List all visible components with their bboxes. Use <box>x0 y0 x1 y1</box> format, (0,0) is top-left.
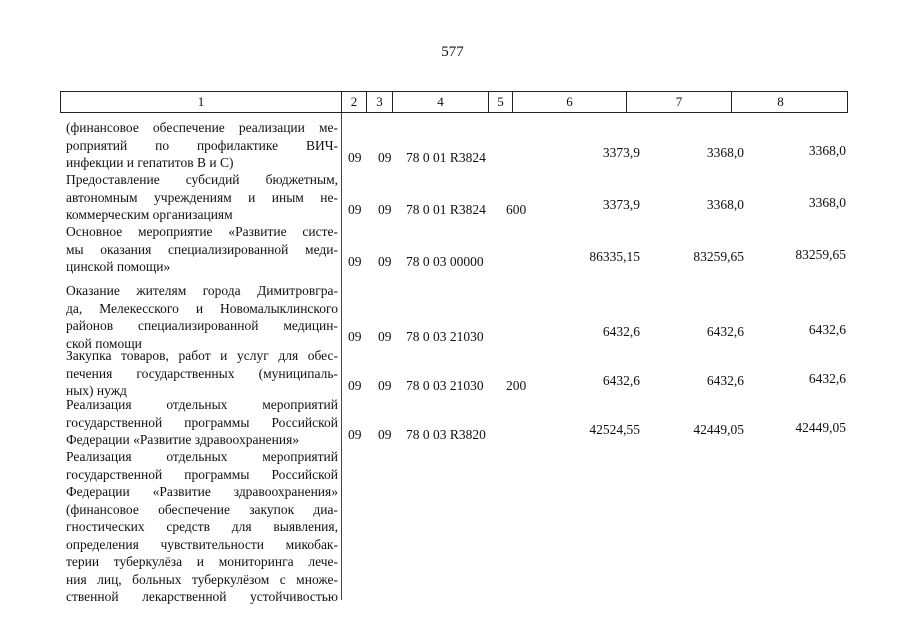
description-line: коммерческим организациям <box>66 207 233 222</box>
section-code: 09 <box>348 150 362 165</box>
subsection-code: 09 <box>378 329 392 344</box>
header-col-2: 2 <box>342 92 367 112</box>
column-divider <box>341 113 342 600</box>
section-code: 09 <box>348 329 362 344</box>
subsection-code: 09 <box>378 378 392 393</box>
section-code: 09 <box>348 254 362 269</box>
target-article-code: 78 0 03 21030 <box>406 329 484 344</box>
amount-col-6: 86335,15 <box>589 249 640 264</box>
target-article-code: 78 0 01 R3824 <box>406 202 486 217</box>
subsection-code: 09 <box>378 202 392 217</box>
header-col-7: 7 <box>627 92 732 112</box>
subsection-code: 09 <box>378 427 392 442</box>
target-article-code: 78 0 03 21030 <box>406 378 484 393</box>
amount-col-8: 6432,6 <box>808 322 846 337</box>
section-code: 09 <box>348 427 362 442</box>
row-description <box>66 347 338 400</box>
subsection-code: 09 <box>378 254 392 269</box>
subsection-code: 09 <box>378 150 392 165</box>
amount-col-7: 83259,65 <box>693 249 744 264</box>
description-line: ской помощи <box>66 335 142 351</box>
description-line: (финансовое обеспечение реализации ме- <box>66 120 338 135</box>
section-code: 09 <box>348 202 362 217</box>
section-code: 09 <box>348 378 362 393</box>
header-col-6: 6 <box>513 92 627 112</box>
amount-col-6: 6432,6 <box>602 373 640 388</box>
description-line: ных) нужд <box>66 383 127 398</box>
expense-type-code: 600 <box>506 202 527 217</box>
row-description <box>66 282 338 352</box>
description-line: государственной программы Российской <box>66 466 338 482</box>
description-line: Закупка товаров, работ и услуг для обес- <box>66 348 338 363</box>
amount-col-8: 42449,05 <box>795 420 846 435</box>
amount-col-6: 42524,55 <box>589 422 640 437</box>
description-line: Предоставление субсидий бюджетным, <box>66 172 338 187</box>
description-line: ственной лекарственной устойчивостью <box>66 589 338 604</box>
description-line: да, Мелекесского и Новомалыклинского <box>66 300 338 316</box>
description-line: терии туберкулёза и мониторинга лече- <box>66 554 338 569</box>
description-line: (финансовое обеспечение закупок диа- <box>66 501 338 517</box>
description-line: Федерации «Развитие здравоохранения» <box>66 432 300 447</box>
amount-col-7: 3368,0 <box>706 197 744 212</box>
description-line: гностических средств для выявления, <box>66 519 338 534</box>
header-col-5: 5 <box>489 92 513 112</box>
description-line: Основное мероприятие «Развитие систе- <box>66 224 338 239</box>
amount-col-7: 6432,6 <box>706 324 744 339</box>
description-line: Реализация отдельных мероприятий <box>66 449 338 464</box>
target-article-code: 78 0 03 00000 <box>406 254 484 269</box>
amount-col-8: 6432,6 <box>808 371 846 386</box>
description-line: Федерации «Развитие здравоохранения» <box>66 484 338 499</box>
row-description <box>66 396 338 449</box>
amount-col-8: 83259,65 <box>795 247 846 262</box>
amount-col-8: 3368,0 <box>808 195 846 210</box>
amount-col-7: 6432,6 <box>706 373 744 388</box>
amount-col-7: 42449,05 <box>693 422 744 437</box>
header-col-1: 1 <box>61 92 342 112</box>
description-line: цинской помощи» <box>66 259 171 274</box>
description-line: автономным учреждениям и иным не- <box>66 189 338 205</box>
amount-col-6: 3373,9 <box>602 145 640 160</box>
row-description <box>66 171 338 224</box>
description-line: ния лиц, больных туберкулёзом с множе- <box>66 571 338 587</box>
description-line: Оказание жителям города Димитровгра- <box>66 283 338 298</box>
description-line: определения чувствительности микобак- <box>66 536 338 552</box>
row-description <box>66 223 338 276</box>
page-number: 577 <box>441 44 464 60</box>
amount-col-6: 6432,6 <box>602 324 640 339</box>
description-line: Реализация отдельных мероприятий <box>66 397 338 412</box>
description-line: печения государственных (муниципаль- <box>66 365 338 381</box>
table-header <box>60 91 848 113</box>
description-line: роприятий по профилактике ВИЧ- <box>66 137 338 153</box>
amount-col-8: 3368,0 <box>808 143 846 158</box>
header-col-3: 3 <box>367 92 393 112</box>
target-article-code: 78 0 03 R3820 <box>406 427 486 442</box>
description-line: районов специализированной медицин- <box>66 318 338 333</box>
row-description <box>66 119 338 172</box>
header-col-8: 8 <box>777 94 784 109</box>
target-article-code: 78 0 01 R3824 <box>406 150 486 165</box>
expense-type-code: 200 <box>506 378 527 393</box>
amount-col-7: 3368,0 <box>706 145 744 160</box>
description-line: инфекции и гепатитов В и С) <box>66 155 234 170</box>
row-description <box>66 448 338 606</box>
description-line: государственной программы Российской <box>66 414 338 430</box>
amount-col-6: 3373,9 <box>602 197 640 212</box>
description-line: мы оказания специализированной меди- <box>66 241 338 257</box>
header-col-4: 4 <box>393 92 489 112</box>
